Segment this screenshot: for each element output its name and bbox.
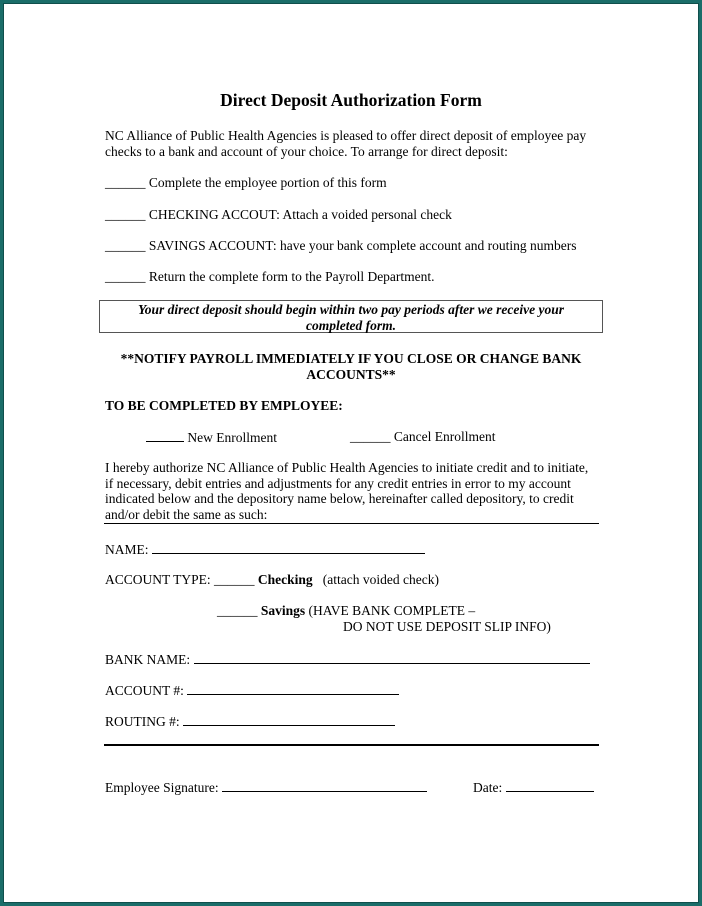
notice-line-2: completed form. [306,318,396,333]
intro-line-1: NC Alliance of Public Health Agencies is pleased to offer direct deposit of employee pay [105,128,587,143]
step-blank[interactable]: ______ [105,238,146,253]
routing-number-field[interactable] [183,713,395,726]
cancel-enrollment-option [350,429,495,445]
notice-line-1: Your direct deposit should begin within two pay periods after we receive your [138,302,564,317]
routing-number-label: ROUTING #: [105,714,180,729]
date-label: Date: [473,780,503,795]
step-text: CHECKING ACCOUT: Attach a voided personal check [148,207,452,222]
checking-blank[interactable]: ______ [214,572,255,587]
authorization-paragraph [105,460,605,522]
savings-blank[interactable]: ______ [217,603,258,618]
notice-text [99,302,603,334]
step-item [105,175,387,191]
new-enrollment-option [146,429,277,446]
account-type-label: ACCOUNT TYPE: [105,572,211,587]
account-number-label: ACCOUNT #: [105,683,184,698]
new-enrollment-blank[interactable] [146,429,184,442]
warning-line-2: ACCOUNTS** [306,367,396,382]
step-item [105,238,577,254]
step-item [105,207,452,223]
bank-name-row [105,651,590,668]
employee-section-heading: TO BE COMPLETED BY EMPLOYEE: [105,398,343,413]
divider-line [104,523,599,524]
date-row [473,779,594,796]
routing-number-row [105,713,395,730]
name-label: NAME: [105,542,149,557]
bank-name-label: BANK NAME: [105,652,191,667]
divider-line-thick [104,744,599,746]
name-row [105,541,425,558]
form-page [4,4,698,902]
step-text: Return the complete form to the Payroll Department. [148,269,435,284]
warning-line-1: **NOTIFY PAYROLL IMMEDIATELY IF YOU CLOSE OR CHANGE BANK [120,351,582,366]
account-number-row [105,682,399,699]
authorization-line: I hereby authorize NC Alliance of Public Health Agencies to initiate credit and to initiate, [105,460,589,475]
step-blank[interactable]: ______ [105,269,146,284]
step-blank[interactable]: ______ [105,207,146,222]
authorization-line: indicated below and the depository name below, hereinafter called depository, to credit [105,491,574,506]
intro-line-2: checks to a bank and account of your choice. To arrange for direct deposit: [105,144,508,159]
account-type-row [105,572,439,588]
savings-label: Savings [260,603,306,618]
cancel-enrollment-label: Cancel Enrollment [393,429,496,444]
account-number-field[interactable] [187,682,399,695]
checking-label: Checking [257,572,313,587]
step-text: Complete the employee portion of this form [148,175,387,190]
date-field[interactable] [506,779,594,792]
signature-field[interactable] [222,779,427,792]
step-item [105,269,435,285]
checking-note: (attach voided check) [322,572,439,587]
signature-label: Employee Signature: [105,780,219,795]
new-enrollment-label: New Enrollment [187,430,277,445]
authorization-line: if necessary, debit entries and adjustments for any credit entries in error to my account [105,475,571,491]
authorization-line: and/or debit the same as such: [105,506,268,522]
form-title: Direct Deposit Authorization Form [220,90,482,110]
cancel-enrollment-blank[interactable]: ______ [350,429,391,444]
savings-note-2: DO NOT USE DEPOSIT SLIP INFO) [343,619,551,634]
signature-row [105,779,427,796]
savings-note-1: (HAVE BANK COMPLETE – [308,603,476,618]
step-blank[interactable]: ______ [105,175,146,190]
name-field[interactable] [152,541,425,554]
bank-name-field[interactable] [194,651,590,664]
savings-row [217,603,475,619]
step-text: SAVINGS ACCOUNT: have your bank complete account and routing numbers [148,238,577,253]
